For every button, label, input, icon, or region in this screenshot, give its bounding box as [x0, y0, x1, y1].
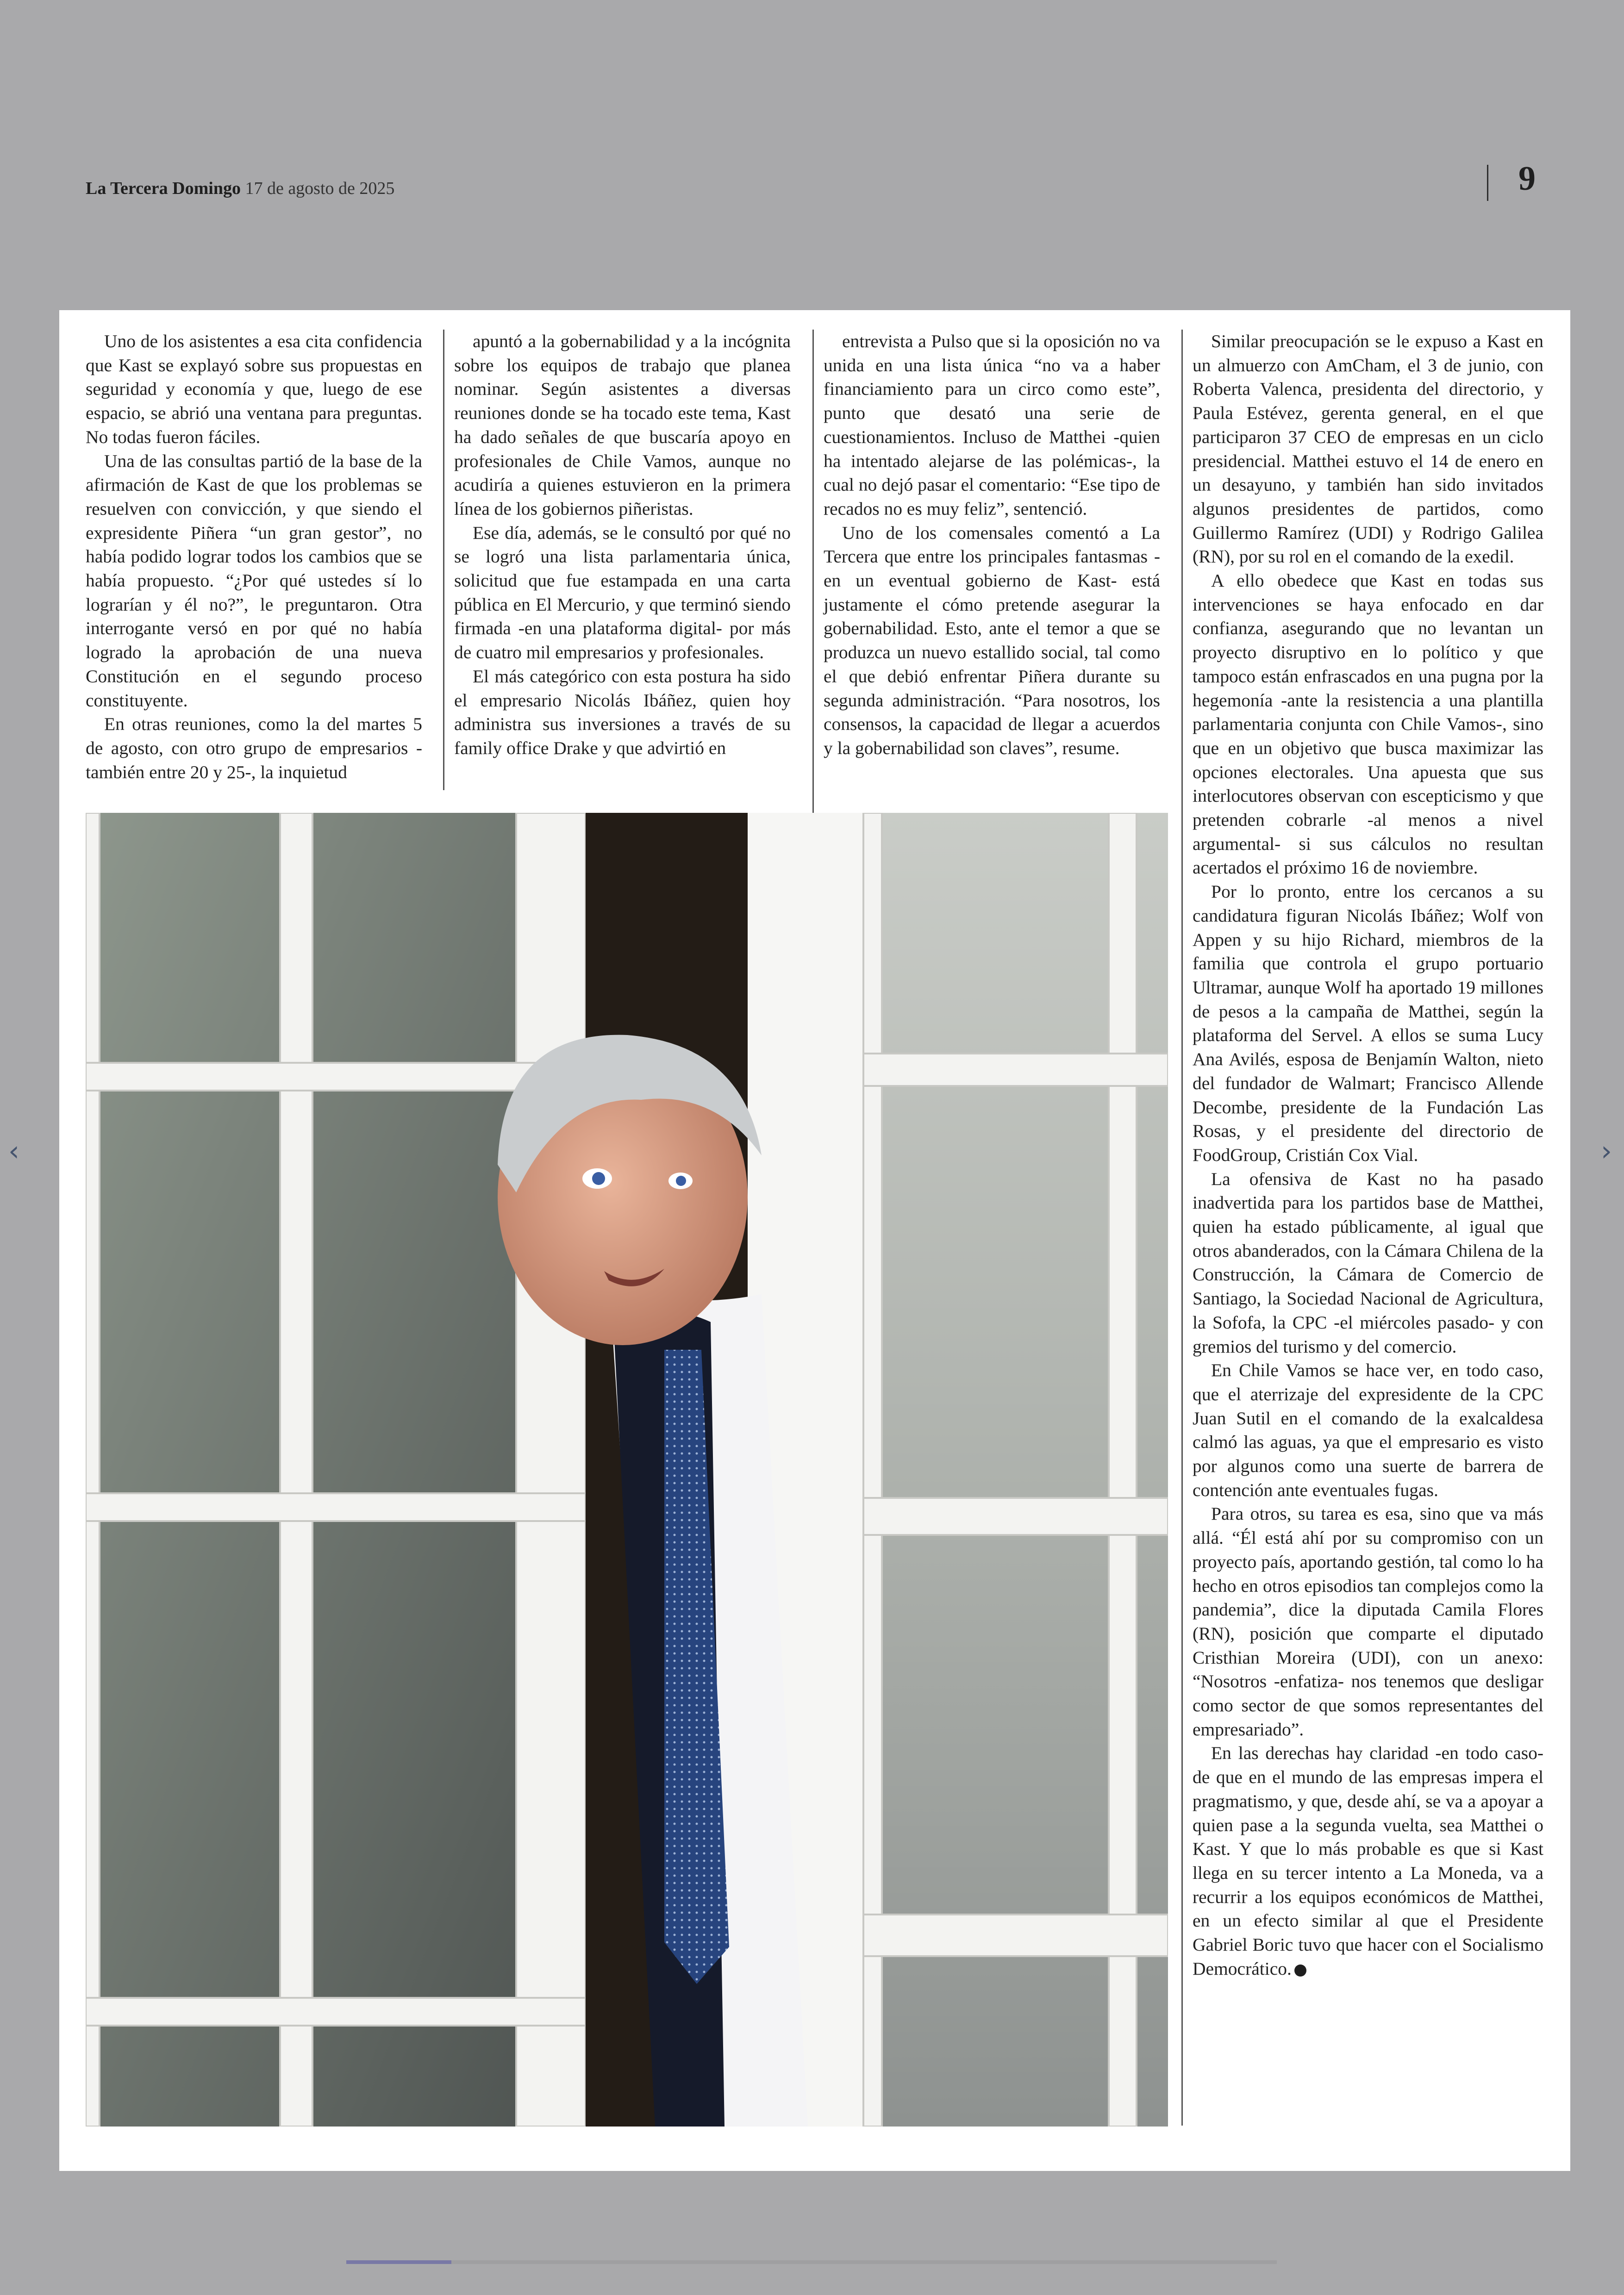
- publication-name: La Tercera Domingo: [86, 179, 241, 198]
- article-column-2: [454, 330, 791, 761]
- paragraph-text: En las derechas hay claridad -en todo caso- de que en el mundo de las empresas impera el pragmatismo, y que, desde ahí, se va a apoyar a quien pase a la segunda vuelta, sea Matthei o Kast. Y que lo más probable es que si Kast llega en su tercer intento a La Moneda, va a recurrir a los equipos económicos de Matthei, en un efecto similar al que el Presidente Gabriel Boric tuvo que hacer con el Socialismo Democrático.: [1193, 1743, 1543, 1979]
- man-in-window-photo: [86, 813, 1168, 2127]
- reading-progress-bar[interactable]: [346, 2260, 1277, 2264]
- paragraph: Una de las consultas partió de la base de la afirmación de Kast de que los problemas se resuelven con convicción, y que siendo el expresidente Piñera “un gran gestor”, no había podido lograr todos los cambios que se había propuesto. “¿Por qué ustedes sí lo lograrían y él no?”, le preguntaron. Otra interrogante versó en por qué no había logrado la aprobación de una nueva Constitución en el segundo proceso constituyente.: [86, 450, 422, 711]
- paragraph: entrevista a Pulso que si la oposición no va unida en una lista única “no va a haber financiamiento para un circo como este”, punto que desató una serie de cuestionamientos. Incluso de Matthei -quien ha intentado alejarse de las polémicas-, la cual no dejó pasar el comentario: “Ese tipo de recados no es muy feliz”, sentenció.: [824, 331, 1160, 519]
- paragraph: Para otros, su tarea es esa, sino que va más allá. “Él está ahí por su compromiso con un proyecto país, aportando gestión, tal como lo ha hecho en otros episodios tan complejos como la pandemia”, dice la diputada Camila Flores (RN), posición que comparte el diputado Cristhian Moreira (UDI), con un anexo: “Nosotros -enfatiza- nos tenemos que desligar como sector de que somos representantes del empresariado”.: [1193, 1503, 1543, 1740]
- article-column-1: [86, 330, 422, 784]
- column-divider: [443, 330, 444, 790]
- column-divider: [1181, 330, 1183, 2126]
- chevron-left-icon: ‹: [8, 1135, 19, 1167]
- paragraph: apuntó a la gobernabilidad y a la incógnita sobre los equipos de trabajo que planea nominar. Según asistentes a diversas reuniones donde se ha tocado este tema, Kast ha dado señales de que buscaría apoyo en profesionales de Chile Vamos, aunque no acudiría a quienes estuvieron en la primera línea de los gobiernos piñeristas.: [454, 331, 791, 519]
- paragraph: [1193, 1741, 1543, 1981]
- article-photo: [86, 813, 1168, 2127]
- paragraph: Uno de los comensales comentó a La Tercera que entre los principales fantasmas -en un eventual gobierno de Kast- está justamente el cómo pretende asegurar la gobernabilidad. Esto, ante el temor a que se produzca un nuevo estallido social, tal como el que debió enfrentar Piñera durante su segunda administración. “Para nosotros, los consensos, la capacidad de llegar a acuerdos y la gobernabilidad son claves”, resume.: [824, 522, 1160, 758]
- paragraph: Por lo pronto, entre los cercanos a su candidatura figuran Nicolás Ibáñez; Wolf von Appen y su hijo Richard, miembros de la familia que controla el grupo portuario Ultramar, aunque Wolf ha aportado 19 millones de pesos a la campaña de Matthei, según la plataforma del Servel. A ellos se suma Lucy Ana Avilés, esposa de Benjamín Walton, nieto del fundador de Walmart; Francisco Allende Decombe, presidente de la Fundación Las Rosas, y el presidente del directorio de FoodGroup, Cristián Cox Vial.: [1193, 881, 1543, 1165]
- article-column-3: [824, 330, 1160, 761]
- reading-progress-fill: [346, 2260, 451, 2264]
- next-page-button[interactable]: [1601, 1135, 1612, 1167]
- paragraph: Ese día, además, se le consultó por qué no se logró una lista parlamentaria única, solicitud que fue estampada en una carta pública en El Mercurio, y que terminó siendo firmada -en una plataforma digital- por más de cuatro mil empresarios y profesionales.: [454, 522, 791, 663]
- end-of-article-icon: [1294, 1964, 1306, 1977]
- article-column-4: [1193, 330, 1543, 1981]
- prev-page-button[interactable]: [8, 1135, 19, 1167]
- paragraph: Uno de los asistentes a esa cita confidencia que Kast se explayó sobre sus propuestas en seguridad y economía y que, luego de ese espacio, se abrió una ventana para preguntas. No todas fueron fáciles.: [86, 331, 422, 447]
- paragraph: Similar preocupación se le expuso a Kast en un almuerzo con AmCham, el 3 de junio, con Roberta Valenca, presidenta del directorio, y Paula Estévez, gerenta general, en el que participaron 37 CEO de empresas en un ciclo presidencial. Matthei estuvo el 14 de enero en un desayuno, y también han sido invitados algunos presidentes de partidos, como Guillermo Ramírez (UDI) y Rodrigo Galilea (RN), por su rol en el comando de la exedil.: [1193, 331, 1543, 567]
- publication-date: 17 de agosto de 2025: [245, 179, 395, 198]
- page-number-divider: [1487, 165, 1488, 201]
- paragraph: En otras reuniones, como la del martes 5 de agosto, con otro grupo de empresarios -también entre 20 y 25-, la inquietud: [86, 714, 422, 782]
- page-number: 9: [1518, 160, 1536, 198]
- newspaper-page: [59, 310, 1570, 2171]
- paragraph: En Chile Vamos se hace ver, en todo caso, que el aterrizaje del expresidente de la CPC Juan Sutil en el comando de la exalcaldesa calmó las aguas, ya que el empresario es visto por algunos como una suerte de barrera de contención ante eventuales fugas.: [1193, 1360, 1543, 1500]
- paragraph: El más categórico con esta postura ha sido el empresario Nicolás Ibáñez, quien hoy administra sus inversiones a través de su family office Drake y que advirtió en: [454, 666, 791, 758]
- paragraph: La ofensiva de Kast no ha pasado inadvertida para los partidos base de Matthei, quien ha estado públicamente, al igual que otros abanderados, con la Cámara Chilena de la Construcción, la Cámara de Comercio de Santiago, la Sociedad Nacional de Agricultura, la Sofofa, la CPC -el miércoles pasado- y con gremios del turismo y del comercio.: [1193, 1168, 1543, 1357]
- page-header: [86, 178, 394, 199]
- paragraph: A ello obedece que Kast en todas sus intervenciones se haya enfocado en dar confianza, asegurando que no levantan un proyecto disruptivo en lo político y que tampoco están enfrascados en una pugna por la hegemonía -ante la resistencia a una plantilla parlamentaria conjunta con Chile Vamos-, sino que en un objetivo que busca maximizar las opciones electorales. Una apuesta que sus interlocutores observan con escepticismo y que pretenden cobrarle -al menos a nivel argumental- si sus cálculos no resultan acertados el próximo 16 de noviembre.: [1193, 570, 1543, 878]
- column-divider: [812, 330, 814, 816]
- chevron-right-icon: ›: [1601, 1135, 1612, 1167]
